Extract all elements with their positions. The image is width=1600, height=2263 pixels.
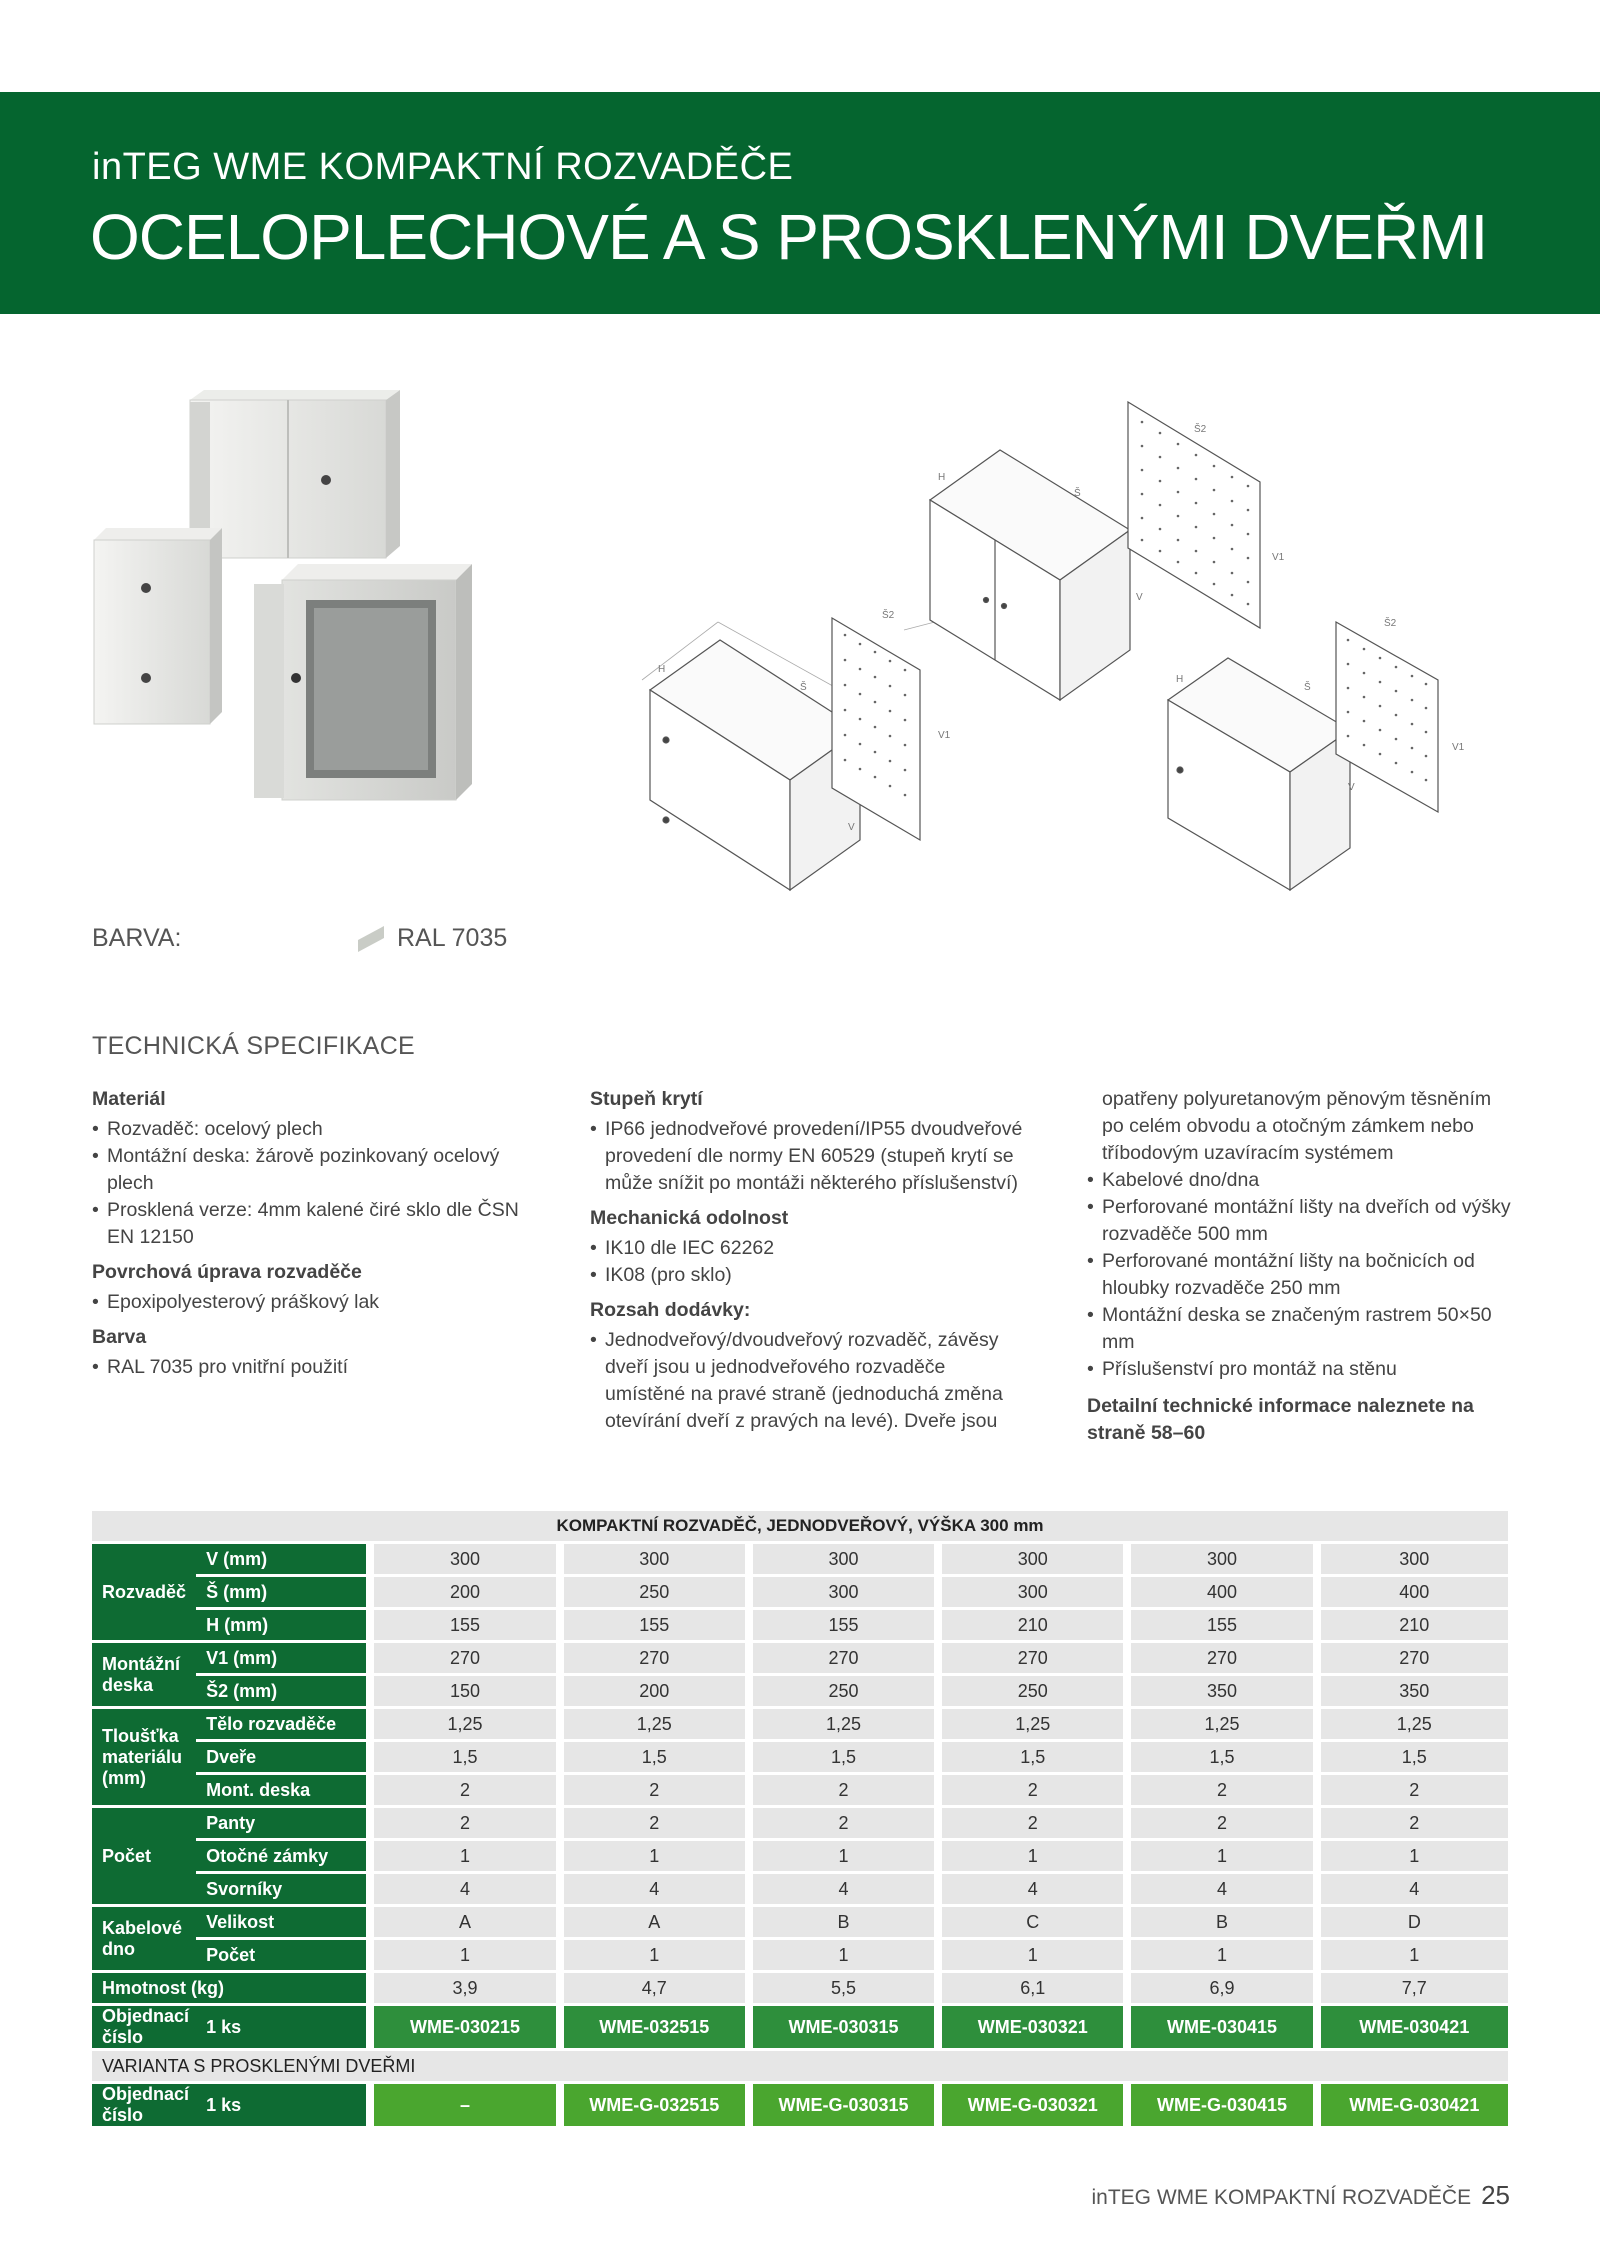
- table-cell: 4: [374, 1874, 555, 1904]
- table-cell: 2: [942, 1775, 1123, 1805]
- table-cell: 1,25: [1321, 1709, 1508, 1739]
- table-cell: WME-G-030421: [1321, 2084, 1508, 2126]
- cell-gap: [934, 1742, 942, 1772]
- table-cell: 350: [1131, 1676, 1312, 1706]
- cell-gap: [1313, 1907, 1321, 1937]
- svg-text:H: H: [658, 664, 666, 675]
- cell-gap: [1123, 1709, 1131, 1739]
- table-cell: 2: [753, 1775, 934, 1805]
- cell-gap: [366, 1610, 374, 1640]
- spec-section-title: TECHNICKÁ SPECIFIKACE: [92, 1032, 416, 1060]
- cell-gap: [745, 1676, 753, 1706]
- spec-column-2: [590, 1086, 1030, 1435]
- svg-text:Š: Š: [800, 682, 807, 693]
- table-cell: 1: [942, 1841, 1123, 1871]
- row-group-label: Kabelové dno: [92, 1907, 196, 1970]
- table-row: [92, 1940, 1508, 1970]
- cell-gap: [556, 1577, 564, 1607]
- cell-gap: [1313, 1643, 1321, 1673]
- cell-gap: [1123, 1874, 1131, 1904]
- spec-list: [590, 1116, 1030, 1197]
- cell-gap: [1313, 1874, 1321, 1904]
- table-cell: 4: [942, 1874, 1123, 1904]
- spec-column-1: [92, 1086, 532, 1381]
- svg-text:V: V: [1136, 592, 1143, 603]
- row-label: V (mm): [196, 1544, 366, 1574]
- cell-gap: [934, 2006, 942, 2048]
- table-cell: 1: [374, 1841, 555, 1871]
- table-row: [92, 1775, 1508, 1805]
- list-item: • Perforované montážní lišty na dveřích od výšky rozvaděče 500 mm: [1087, 1194, 1517, 1248]
- table-cell: 1: [753, 1940, 934, 1970]
- table-cell: WME-030415: [1131, 2006, 1312, 2048]
- table-cell: 1,5: [564, 1742, 745, 1772]
- table-cell: 2: [1321, 1775, 1508, 1805]
- table-row-variant: [92, 2051, 1508, 2081]
- table-cell: B: [1131, 1907, 1312, 1937]
- cell-gap: [745, 1643, 753, 1673]
- table-cell: 4,7: [564, 1973, 745, 2003]
- footer-text: inTEG WME KOMPAKTNÍ ROZVADĚČE: [1091, 2186, 1472, 2209]
- color-label: BARVA:: [92, 924, 182, 952]
- spec-heading: Mechanická odolnost: [590, 1207, 789, 1229]
- table-row-weight: [92, 1973, 1508, 2003]
- table-cell: WME-G-032515: [564, 2084, 745, 2126]
- cell-gap: [1313, 1808, 1321, 1838]
- list-item: • Kabelové dno/dna: [1087, 1167, 1517, 1194]
- cell-gap: [1313, 2084, 1321, 2126]
- table-cell: 4: [1321, 1874, 1508, 1904]
- table-cell: 1: [1131, 1940, 1312, 1970]
- table-cell: 210: [942, 1610, 1123, 1640]
- cell-gap: [1123, 1610, 1131, 1640]
- table-row: [92, 1544, 1508, 1574]
- cell-gap: [1123, 1775, 1131, 1805]
- table-row: [92, 1874, 1508, 1904]
- cell-gap: [556, 1940, 564, 1970]
- svg-text:Š: Š: [1304, 682, 1311, 693]
- table-cell: 155: [374, 1610, 555, 1640]
- cell-gap: [366, 1841, 374, 1871]
- table-cell: 270: [374, 1643, 555, 1673]
- table-cell: 2: [1321, 1808, 1508, 1838]
- product-photo: [86, 388, 486, 828]
- table-cell: 1,25: [942, 1709, 1123, 1739]
- list-item: • Jednodveřový/dvoudveřový rozvaděč, závěsy dveří jsou u jednodveřového rozvaděče umístěné na pravé straně (jednoduchá změna otevírání dveří z pravých na levé). Dveře jsou: [590, 1327, 1030, 1435]
- unit-label: 1 ks: [196, 2084, 366, 2126]
- cell-gap: [366, 1544, 374, 1574]
- cell-gap: [1313, 1841, 1321, 1871]
- svg-text:V1: V1: [1452, 742, 1465, 753]
- table-cell: 1,25: [374, 1709, 555, 1739]
- cell-gap: [366, 1874, 374, 1904]
- list-item-continued: opatřeny polyuretanovým pěnovým těsněním po celém obvodu a otočným zámkem nebo tříbodovým uzavíracím systémem: [1102, 1088, 1492, 1164]
- page-number: 25: [1481, 2180, 1510, 2210]
- cell-gap: [556, 1742, 564, 1772]
- table-cell: WME-G-030315: [753, 2084, 934, 2126]
- cell-gap: [745, 1775, 753, 1805]
- table-cell: 1: [753, 1841, 934, 1871]
- row-label: Hmotnost (kg): [92, 1973, 366, 2003]
- cell-gap: [366, 1643, 374, 1673]
- table-row: [92, 1610, 1508, 1640]
- cell-gap: [745, 1907, 753, 1937]
- cell-gap: [745, 1709, 753, 1739]
- cell-gap: [366, 1577, 374, 1607]
- spec-heading: Stupeň krytí: [590, 1088, 703, 1110]
- cell-gap: [934, 1709, 942, 1739]
- table-cell: 200: [374, 1577, 555, 1607]
- table-cell: 270: [564, 1643, 745, 1673]
- row-group-label: Tloušťka materiálu (mm): [92, 1709, 196, 1805]
- table-cell: –: [374, 2084, 555, 2126]
- row-label: Mont. deska: [196, 1775, 366, 1805]
- row-label: Dveře: [196, 1742, 366, 1772]
- table-cell: 155: [1131, 1610, 1312, 1640]
- table-cell: 1: [1321, 1940, 1508, 1970]
- table-cell: 1: [1131, 1841, 1312, 1871]
- list-item: • IP66 jednodveřové provedení/IP55 dvoudveřové provedení dle normy EN 60529 (stupeň krytí se může snížit po montáži některého příslušenství): [590, 1116, 1030, 1197]
- cell-gap: [366, 1676, 374, 1706]
- cell-gap: [745, 1940, 753, 1970]
- svg-text:V: V: [1348, 782, 1355, 793]
- cell-gap: [556, 1907, 564, 1937]
- table-row-order: [92, 2006, 1508, 2048]
- cell-gap: [556, 1808, 564, 1838]
- spec-list: [590, 1235, 1030, 1289]
- table-cell: 270: [753, 1643, 934, 1673]
- svg-text:Š2: Š2: [1194, 424, 1207, 435]
- cell-gap: [934, 1973, 942, 2003]
- table-cell: 1,5: [942, 1742, 1123, 1772]
- list-item: • IK08 (pro sklo): [590, 1262, 1030, 1289]
- row-group-label: Montážní deska: [92, 1643, 196, 1706]
- table-cell: 5,5: [753, 1973, 934, 2003]
- cell-gap: [366, 2084, 374, 2126]
- cell-gap: [934, 1874, 942, 1904]
- cell-gap: [1123, 1907, 1131, 1937]
- cell-gap: [366, 1808, 374, 1838]
- table-cell: 2: [753, 1808, 934, 1838]
- table-cell: 350: [1321, 1676, 1508, 1706]
- table-cell: 1,25: [564, 1709, 745, 1739]
- list-item: • IK10 dle IEC 62262: [590, 1235, 1030, 1262]
- spec-reference-note: Detailní technické informace naleznete na straně 58–60: [1087, 1395, 1474, 1444]
- cell-gap: [934, 1940, 942, 1970]
- table-cell: 300: [374, 1544, 555, 1574]
- table-header-row: [92, 1511, 1508, 1541]
- table-cell: 300: [1321, 1544, 1508, 1574]
- list-item: • Prosklená verze: 4mm kalené čiré sklo dle ČSN EN 12150: [92, 1197, 532, 1251]
- svg-text:V1: V1: [938, 730, 951, 741]
- table-cell: 2: [942, 1808, 1123, 1838]
- row-label: Objednací číslo: [92, 2084, 196, 2126]
- row-label: Otočné zámky: [196, 1841, 366, 1871]
- cell-gap: [934, 1775, 942, 1805]
- spec-heading: Povrchová úprava rozvaděče: [92, 1261, 362, 1283]
- table-cell: 400: [1131, 1577, 1312, 1607]
- page-footer: [1091, 2180, 1510, 2211]
- cell-gap: [1123, 1676, 1131, 1706]
- svg-text:Š: Š: [1074, 488, 1081, 499]
- cell-gap: [556, 1841, 564, 1871]
- color-swatch-icon: [356, 924, 386, 954]
- table-row: [92, 1907, 1508, 1937]
- cell-gap: [1313, 1742, 1321, 1772]
- color-value: RAL 7035: [397, 924, 508, 952]
- cell-gap: [1313, 2006, 1321, 2048]
- table-cell: 300: [753, 1577, 934, 1607]
- svg-text:V: V: [848, 822, 855, 833]
- row-group-label: Rozvaděč: [92, 1544, 196, 1640]
- cell-gap: [1123, 1841, 1131, 1871]
- table-cell: WME-030315: [753, 2006, 934, 2048]
- cell-gap: [366, 1775, 374, 1805]
- list-item: • Montážní deska: žárově pozinkovaný ocelový plech: [92, 1143, 532, 1197]
- cell-gap: [745, 2084, 753, 2126]
- table-cell: 1: [564, 1841, 745, 1871]
- row-label: Objednací číslo: [92, 2006, 196, 2048]
- table-cell: 210: [1321, 1610, 1508, 1640]
- table-cell: 250: [564, 1577, 745, 1607]
- spec-list: [92, 1354, 532, 1381]
- table-cell: 1: [374, 1940, 555, 1970]
- table-cell: 250: [753, 1676, 934, 1706]
- table-cell: 300: [1131, 1544, 1312, 1574]
- table-row: [92, 1841, 1508, 1871]
- spec-heading: Barva: [92, 1326, 147, 1348]
- cell-gap: [745, 1874, 753, 1904]
- cell-gap: [366, 1742, 374, 1772]
- row-label: Š (mm): [196, 1577, 366, 1607]
- table-cell: 270: [1321, 1643, 1508, 1673]
- table-cell: 3,9: [374, 1973, 555, 2003]
- cell-gap: [745, 1841, 753, 1871]
- row-label: Počet: [196, 1940, 366, 1970]
- spec-heading: Rozsah dodávky:: [590, 1299, 751, 1321]
- list-item: • RAL 7035 pro vnitřní použití: [92, 1354, 532, 1381]
- table-row: [92, 1676, 1508, 1706]
- cell-gap: [934, 1577, 942, 1607]
- table-cell: A: [564, 1907, 745, 1937]
- table-cell: 300: [942, 1577, 1123, 1607]
- cell-gap: [934, 1907, 942, 1937]
- row-label: Š2 (mm): [196, 1676, 366, 1706]
- cell-gap: [1313, 1577, 1321, 1607]
- cell-gap: [745, 1610, 753, 1640]
- table-cell: WME-G-030415: [1131, 2084, 1312, 2126]
- list-item: • Epoxipolyesterový práškový lak: [92, 1289, 532, 1316]
- table-cell: 155: [564, 1610, 745, 1640]
- header-subtitle: inTEG WME KOMPAKTNÍ ROZVADĚČE: [92, 146, 794, 188]
- cell-gap: [1123, 1577, 1131, 1607]
- cell-gap: [745, 1808, 753, 1838]
- cell-gap: [1313, 1709, 1321, 1739]
- table-cell: 4: [564, 1874, 745, 1904]
- row-label: V1 (mm): [196, 1643, 366, 1673]
- cell-gap: [556, 1775, 564, 1805]
- table-cell: 6,1: [942, 1973, 1123, 2003]
- table-cell: 200: [564, 1676, 745, 1706]
- list-item: • Rozvaděč: ocelový plech: [92, 1116, 532, 1143]
- cell-gap: [934, 1610, 942, 1640]
- table-cell: 155: [753, 1610, 934, 1640]
- table-cell: D: [1321, 1907, 1508, 1937]
- table-cell: 1,25: [1131, 1709, 1312, 1739]
- row-group-label: Počet: [92, 1808, 196, 1904]
- cell-gap: [745, 1742, 753, 1772]
- table-cell: 1: [564, 1940, 745, 1970]
- table-cell: C: [942, 1907, 1123, 1937]
- table-cell: 1,25: [753, 1709, 934, 1739]
- spec-column-3: [1087, 1086, 1517, 1447]
- cell-gap: [556, 1544, 564, 1574]
- cell-gap: [1313, 1544, 1321, 1574]
- table-cell: 270: [1131, 1643, 1312, 1673]
- cell-gap: [366, 1907, 374, 1937]
- svg-text:H: H: [1176, 674, 1184, 685]
- row-label: Panty: [196, 1808, 366, 1838]
- table-row-order-glass: [92, 2084, 1508, 2126]
- table-cell: 300: [942, 1544, 1123, 1574]
- page-title: OCELOPLECHOVÉ A S PROSKLENÝMI DVEŘMI: [90, 201, 1488, 273]
- row-label: Velikost: [196, 1907, 366, 1937]
- cell-gap: [1123, 1742, 1131, 1772]
- cell-gap: [1313, 1610, 1321, 1640]
- svg-text:Š2: Š2: [882, 610, 895, 621]
- table-cell: 2: [1131, 1808, 1312, 1838]
- table-cell: WME-030215: [374, 2006, 555, 2048]
- table-row: [92, 1577, 1508, 1607]
- technical-drawing: [620, 400, 1500, 920]
- table-cell: A: [374, 1907, 555, 1937]
- table-row: [92, 1742, 1508, 1772]
- table-cell: WME-G-030321: [942, 2084, 1123, 2126]
- svg-text:H: H: [938, 472, 946, 483]
- table-cell: WME-030421: [1321, 2006, 1508, 2048]
- cell-gap: [366, 1709, 374, 1739]
- table-cell: 1,5: [374, 1742, 555, 1772]
- cell-gap: [934, 1676, 942, 1706]
- cell-gap: [1313, 1973, 1321, 2003]
- cell-gap: [1123, 1808, 1131, 1838]
- table-row: [92, 1643, 1508, 1673]
- table-cell: 400: [1321, 1577, 1508, 1607]
- table-row: [92, 1808, 1508, 1838]
- cell-gap: [1123, 1544, 1131, 1574]
- unit-label: 1 ks: [196, 2006, 366, 2048]
- spec-list: [92, 1289, 532, 1316]
- cell-gap: [1313, 1775, 1321, 1805]
- cell-gap: [366, 1940, 374, 1970]
- cell-gap: [1313, 1940, 1321, 1970]
- cell-gap: [745, 1544, 753, 1574]
- cell-gap: [1123, 1940, 1131, 1970]
- table-heading: KOMPAKTNÍ ROZVADĚČ, JEDNODVEŘOVÝ, VÝŠKA 300 mm: [92, 1511, 1508, 1541]
- cell-gap: [1123, 2084, 1131, 2126]
- table-cell: 2: [564, 1808, 745, 1838]
- spec-heading: Materiál: [92, 1088, 166, 1110]
- svg-text:Š2: Š2: [1384, 618, 1397, 629]
- table-cell: 150: [374, 1676, 555, 1706]
- cell-gap: [1123, 1643, 1131, 1673]
- spec-table: [92, 1508, 1508, 2129]
- table-cell: 300: [753, 1544, 934, 1574]
- cell-gap: [934, 2084, 942, 2126]
- list-item: • Příslušenství pro montáž na stěnu: [1087, 1356, 1517, 1383]
- table-cell: WME-030321: [942, 2006, 1123, 2048]
- table-cell: 1: [1321, 1841, 1508, 1871]
- table-cell: 4: [753, 1874, 934, 1904]
- cell-gap: [366, 1973, 374, 2003]
- cell-gap: [934, 1808, 942, 1838]
- table-cell: 6,9: [1131, 1973, 1312, 2003]
- list-item: • Montážní deska se značeným rastrem 50×50 mm: [1087, 1302, 1517, 1356]
- cell-gap: [556, 2006, 564, 2048]
- table-row: [92, 1709, 1508, 1739]
- cell-gap: [556, 1610, 564, 1640]
- table-cell: 2: [1131, 1775, 1312, 1805]
- table-cell: 1,5: [753, 1742, 934, 1772]
- cell-gap: [556, 1973, 564, 2003]
- cell-gap: [556, 1874, 564, 1904]
- cell-gap: [556, 1709, 564, 1739]
- table-cell: 7,7: [1321, 1973, 1508, 2003]
- cell-gap: [745, 1577, 753, 1607]
- table-cell: 300: [564, 1544, 745, 1574]
- table-cell: 1: [942, 1940, 1123, 1970]
- cell-gap: [556, 1643, 564, 1673]
- variant-heading: VARIANTA S PROSKLENÝMI DVEŘMI: [92, 2051, 1508, 2081]
- table-cell: 1,5: [1321, 1742, 1508, 1772]
- cell-gap: [745, 2006, 753, 2048]
- table-cell: 250: [942, 1676, 1123, 1706]
- cell-gap: [366, 2006, 374, 2048]
- spec-list: [92, 1116, 532, 1251]
- svg-text:V1: V1: [1272, 552, 1285, 563]
- table-cell: B: [753, 1907, 934, 1937]
- cell-gap: [556, 1676, 564, 1706]
- spec-list: [1087, 1086, 1517, 1383]
- row-label: Tělo rozvaděče: [196, 1709, 366, 1739]
- table-cell: 270: [942, 1643, 1123, 1673]
- table-cell: 4: [1131, 1874, 1312, 1904]
- cell-gap: [1123, 2006, 1131, 2048]
- table-cell: 1,5: [1131, 1742, 1312, 1772]
- table-cell: 2: [374, 1808, 555, 1838]
- spec-list: [590, 1327, 1030, 1435]
- row-label: Svorníky: [196, 1874, 366, 1904]
- table-cell: WME-032515: [564, 2006, 745, 2048]
- cell-gap: [934, 1841, 942, 1871]
- cell-gap: [556, 2084, 564, 2126]
- cell-gap: [745, 1973, 753, 2003]
- list-item: • Perforované montážní lišty na bočnicích od hloubky rozvaděče 250 mm: [1087, 1248, 1517, 1302]
- row-label: H (mm): [196, 1610, 366, 1640]
- table-body: [92, 1544, 1508, 2126]
- cell-gap: [1123, 1973, 1131, 2003]
- table-cell: 2: [564, 1775, 745, 1805]
- table-cell: 2: [374, 1775, 555, 1805]
- cell-gap: [934, 1643, 942, 1673]
- cell-gap: [934, 1544, 942, 1574]
- cell-gap: [1313, 1676, 1321, 1706]
